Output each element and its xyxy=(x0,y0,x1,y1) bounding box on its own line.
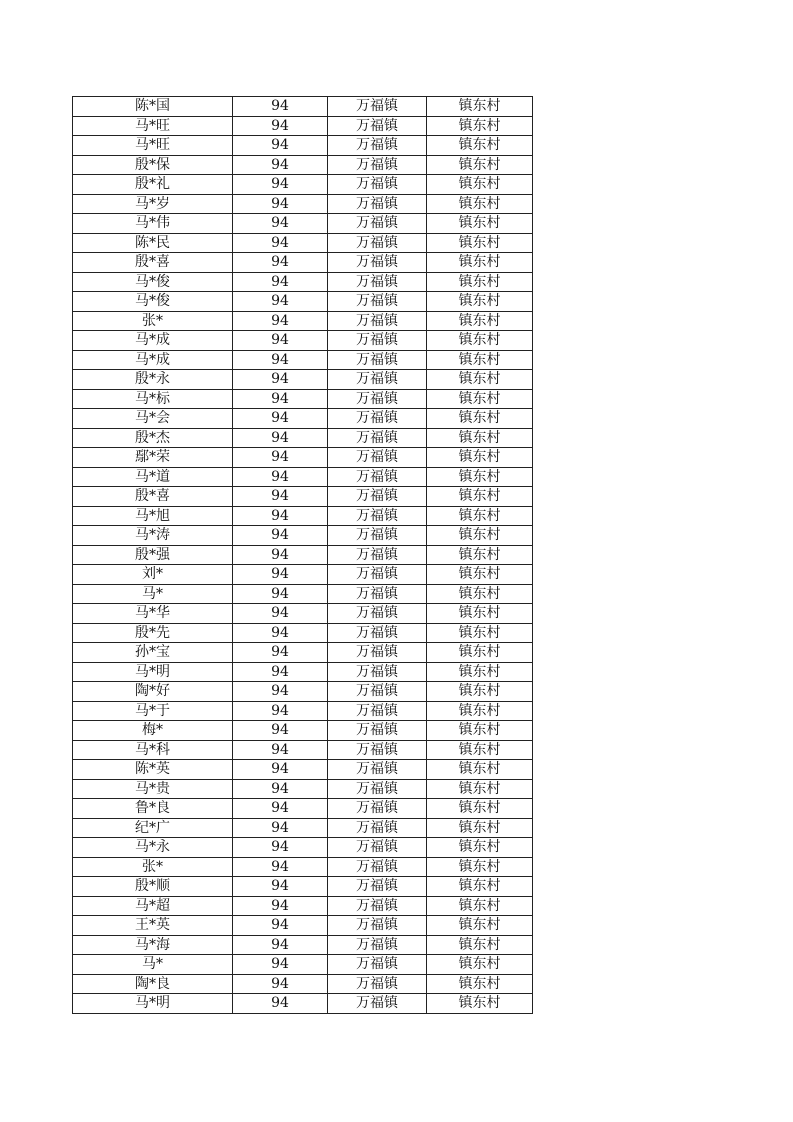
name-cell: 孙*宝 xyxy=(73,643,233,663)
table-row xyxy=(73,350,533,370)
town-cell: 万福镇 xyxy=(328,526,427,546)
town-cell: 万福镇 xyxy=(328,292,427,312)
count-cell: 94 xyxy=(233,428,328,448)
table-row xyxy=(73,877,533,897)
table-row xyxy=(73,253,533,273)
village-cell: 镇东村 xyxy=(427,409,533,429)
village-cell: 镇东村 xyxy=(427,565,533,585)
town-cell: 万福镇 xyxy=(328,116,427,136)
name-cell: 马*旺 xyxy=(73,116,233,136)
count-cell: 94 xyxy=(233,214,328,234)
table-row xyxy=(73,272,533,292)
count-cell: 94 xyxy=(233,331,328,351)
table-row xyxy=(73,116,533,136)
name-cell: 马*会 xyxy=(73,409,233,429)
table-row xyxy=(73,526,533,546)
count-cell: 94 xyxy=(233,682,328,702)
name-cell: 殷*礼 xyxy=(73,175,233,195)
table-row xyxy=(73,136,533,156)
name-cell: 马*涛 xyxy=(73,526,233,546)
village-cell: 镇东村 xyxy=(427,857,533,877)
village-cell: 镇东村 xyxy=(427,545,533,565)
table-row xyxy=(73,643,533,663)
town-cell: 万福镇 xyxy=(328,877,427,897)
town-cell: 万福镇 xyxy=(328,955,427,975)
village-cell: 镇东村 xyxy=(427,526,533,546)
village-cell: 镇东村 xyxy=(427,214,533,234)
town-cell: 万福镇 xyxy=(328,643,427,663)
count-cell: 94 xyxy=(233,409,328,429)
village-cell: 镇东村 xyxy=(427,584,533,604)
town-cell: 万福镇 xyxy=(328,584,427,604)
table-row xyxy=(73,448,533,468)
count-cell: 94 xyxy=(233,838,328,858)
count-cell: 94 xyxy=(233,253,328,273)
village-cell: 镇东村 xyxy=(427,155,533,175)
town-cell: 万福镇 xyxy=(328,565,427,585)
village-cell: 镇东村 xyxy=(427,662,533,682)
town-cell: 万福镇 xyxy=(328,350,427,370)
village-cell: 镇东村 xyxy=(427,916,533,936)
table-row xyxy=(73,721,533,741)
count-cell: 94 xyxy=(233,194,328,214)
town-cell: 万福镇 xyxy=(328,779,427,799)
town-cell: 万福镇 xyxy=(328,682,427,702)
village-cell: 镇东村 xyxy=(427,370,533,390)
village-cell: 镇东村 xyxy=(427,350,533,370)
count-cell: 94 xyxy=(233,389,328,409)
village-cell: 镇东村 xyxy=(427,604,533,624)
table-row xyxy=(73,994,533,1014)
count-cell: 94 xyxy=(233,97,328,117)
town-cell: 万福镇 xyxy=(328,448,427,468)
name-cell: 马*成 xyxy=(73,331,233,351)
name-cell: 陈*民 xyxy=(73,233,233,253)
name-cell: 马*俊 xyxy=(73,272,233,292)
town-cell: 万福镇 xyxy=(328,721,427,741)
table-row xyxy=(73,467,533,487)
name-cell: 殷*永 xyxy=(73,370,233,390)
town-cell: 万福镇 xyxy=(328,623,427,643)
town-cell: 万福镇 xyxy=(328,974,427,994)
name-cell: 梅* xyxy=(73,721,233,741)
village-cell: 镇东村 xyxy=(427,272,533,292)
name-cell: 马* xyxy=(73,584,233,604)
count-cell: 94 xyxy=(233,643,328,663)
name-cell: 马*贵 xyxy=(73,779,233,799)
table-row xyxy=(73,779,533,799)
count-cell: 94 xyxy=(233,955,328,975)
count-cell: 94 xyxy=(233,760,328,780)
village-cell: 镇东村 xyxy=(427,253,533,273)
name-cell: 马*伟 xyxy=(73,214,233,234)
town-cell: 万福镇 xyxy=(328,194,427,214)
count-cell: 94 xyxy=(233,584,328,604)
village-cell: 镇东村 xyxy=(427,97,533,117)
count-cell: 94 xyxy=(233,565,328,585)
table-row xyxy=(73,584,533,604)
name-cell: 马* xyxy=(73,955,233,975)
village-cell: 镇东村 xyxy=(427,487,533,507)
count-cell: 94 xyxy=(233,292,328,312)
count-cell: 94 xyxy=(233,136,328,156)
town-cell: 万福镇 xyxy=(328,857,427,877)
town-cell: 万福镇 xyxy=(328,760,427,780)
table-row xyxy=(73,974,533,994)
village-cell: 镇东村 xyxy=(427,233,533,253)
village-cell: 镇东村 xyxy=(427,116,533,136)
village-cell: 镇东村 xyxy=(427,935,533,955)
town-cell: 万福镇 xyxy=(328,214,427,234)
town-cell: 万福镇 xyxy=(328,487,427,507)
village-cell: 镇东村 xyxy=(427,779,533,799)
village-cell: 镇东村 xyxy=(427,760,533,780)
village-cell: 镇东村 xyxy=(427,136,533,156)
town-cell: 万福镇 xyxy=(328,662,427,682)
name-cell: 纪*广 xyxy=(73,818,233,838)
village-cell: 镇东村 xyxy=(427,448,533,468)
name-cell: 殷*先 xyxy=(73,623,233,643)
village-cell: 镇东村 xyxy=(427,428,533,448)
town-cell: 万福镇 xyxy=(328,838,427,858)
table-row xyxy=(73,760,533,780)
count-cell: 94 xyxy=(233,175,328,195)
count-cell: 94 xyxy=(233,877,328,897)
table-row xyxy=(73,955,533,975)
table-row xyxy=(73,389,533,409)
table-row xyxy=(73,292,533,312)
table-row xyxy=(73,428,533,448)
table-row xyxy=(73,799,533,819)
table-row xyxy=(73,701,533,721)
town-cell: 万福镇 xyxy=(328,97,427,117)
table-row xyxy=(73,682,533,702)
table-row xyxy=(73,916,533,936)
table-row xyxy=(73,409,533,429)
town-cell: 万福镇 xyxy=(328,994,427,1014)
town-cell: 万福镇 xyxy=(328,409,427,429)
town-cell: 万福镇 xyxy=(328,701,427,721)
count-cell: 94 xyxy=(233,272,328,292)
town-cell: 万福镇 xyxy=(328,604,427,624)
name-cell: 殷*顺 xyxy=(73,877,233,897)
table-row xyxy=(73,175,533,195)
village-cell: 镇东村 xyxy=(427,955,533,975)
name-cell: 马*俊 xyxy=(73,292,233,312)
name-cell: 陈*英 xyxy=(73,760,233,780)
count-cell: 94 xyxy=(233,467,328,487)
town-cell: 万福镇 xyxy=(328,818,427,838)
count-cell: 94 xyxy=(233,935,328,955)
table-row xyxy=(73,155,533,175)
count-cell: 94 xyxy=(233,545,328,565)
village-cell: 镇东村 xyxy=(427,877,533,897)
town-cell: 万福镇 xyxy=(328,370,427,390)
count-cell: 94 xyxy=(233,740,328,760)
table-row xyxy=(73,331,533,351)
name-cell: 殷*强 xyxy=(73,545,233,565)
name-cell: 马*超 xyxy=(73,896,233,916)
name-cell: 马*明 xyxy=(73,662,233,682)
table-row xyxy=(73,623,533,643)
town-cell: 万福镇 xyxy=(328,272,427,292)
name-cell: 刘* xyxy=(73,565,233,585)
name-cell: 马*永 xyxy=(73,838,233,858)
count-cell: 94 xyxy=(233,155,328,175)
table-row xyxy=(73,935,533,955)
town-cell: 万福镇 xyxy=(328,175,427,195)
town-cell: 万福镇 xyxy=(328,896,427,916)
village-cell: 镇东村 xyxy=(427,721,533,741)
town-cell: 万福镇 xyxy=(328,740,427,760)
count-cell: 94 xyxy=(233,311,328,331)
count-cell: 94 xyxy=(233,623,328,643)
village-cell: 镇东村 xyxy=(427,994,533,1014)
name-cell: 陈*国 xyxy=(73,97,233,117)
count-cell: 94 xyxy=(233,916,328,936)
name-cell: 陶*良 xyxy=(73,974,233,994)
town-cell: 万福镇 xyxy=(328,331,427,351)
village-cell: 镇东村 xyxy=(427,175,533,195)
count-cell: 94 xyxy=(233,448,328,468)
count-cell: 94 xyxy=(233,721,328,741)
table-row xyxy=(73,194,533,214)
town-cell: 万福镇 xyxy=(328,155,427,175)
village-cell: 镇东村 xyxy=(427,292,533,312)
town-cell: 万福镇 xyxy=(328,467,427,487)
count-cell: 94 xyxy=(233,116,328,136)
village-cell: 镇东村 xyxy=(427,311,533,331)
count-cell: 94 xyxy=(233,662,328,682)
town-cell: 万福镇 xyxy=(328,935,427,955)
village-cell: 镇东村 xyxy=(427,331,533,351)
count-cell: 94 xyxy=(233,487,328,507)
name-cell: 马*科 xyxy=(73,740,233,760)
village-cell: 镇东村 xyxy=(427,818,533,838)
name-cell: 马*华 xyxy=(73,604,233,624)
table-row xyxy=(73,662,533,682)
table-row xyxy=(73,818,533,838)
table-row xyxy=(73,838,533,858)
name-cell: 张* xyxy=(73,311,233,331)
town-cell: 万福镇 xyxy=(328,389,427,409)
village-cell: 镇东村 xyxy=(427,701,533,721)
name-cell: 殷*喜 xyxy=(73,253,233,273)
name-cell: 马*岁 xyxy=(73,194,233,214)
name-cell: 王*英 xyxy=(73,916,233,936)
count-cell: 94 xyxy=(233,604,328,624)
name-cell: 马*成 xyxy=(73,350,233,370)
count-cell: 94 xyxy=(233,896,328,916)
count-cell: 94 xyxy=(233,701,328,721)
table-row xyxy=(73,857,533,877)
village-cell: 镇东村 xyxy=(427,682,533,702)
table-row xyxy=(73,311,533,331)
town-cell: 万福镇 xyxy=(328,311,427,331)
table-row xyxy=(73,214,533,234)
village-cell: 镇东村 xyxy=(427,623,533,643)
table-row xyxy=(73,565,533,585)
count-cell: 94 xyxy=(233,857,328,877)
table-row xyxy=(73,506,533,526)
table-row xyxy=(73,896,533,916)
name-cell: 殷*保 xyxy=(73,155,233,175)
village-cell: 镇东村 xyxy=(427,974,533,994)
name-cell: 马*于 xyxy=(73,701,233,721)
town-cell: 万福镇 xyxy=(328,233,427,253)
village-cell: 镇东村 xyxy=(427,740,533,760)
town-cell: 万福镇 xyxy=(328,545,427,565)
count-cell: 94 xyxy=(233,350,328,370)
village-cell: 镇东村 xyxy=(427,838,533,858)
name-cell: 鄢*荣 xyxy=(73,448,233,468)
table-row xyxy=(73,233,533,253)
name-cell: 马*明 xyxy=(73,994,233,1014)
count-cell: 94 xyxy=(233,994,328,1014)
name-cell: 马*标 xyxy=(73,389,233,409)
name-cell: 马*道 xyxy=(73,467,233,487)
count-cell: 94 xyxy=(233,799,328,819)
village-cell: 镇东村 xyxy=(427,389,533,409)
name-cell: 马*海 xyxy=(73,935,233,955)
town-cell: 万福镇 xyxy=(328,506,427,526)
table-row xyxy=(73,487,533,507)
name-cell: 张* xyxy=(73,857,233,877)
town-cell: 万福镇 xyxy=(328,428,427,448)
table-row xyxy=(73,97,533,117)
town-cell: 万福镇 xyxy=(328,916,427,936)
village-cell: 镇东村 xyxy=(427,467,533,487)
count-cell: 94 xyxy=(233,526,328,546)
name-cell: 马*旺 xyxy=(73,136,233,156)
village-cell: 镇东村 xyxy=(427,799,533,819)
table-row xyxy=(73,545,533,565)
village-cell: 镇东村 xyxy=(427,506,533,526)
name-cell: 马*旭 xyxy=(73,506,233,526)
village-cell: 镇东村 xyxy=(427,643,533,663)
name-cell: 殷*杰 xyxy=(73,428,233,448)
table-row xyxy=(73,740,533,760)
name-cell: 鲁*良 xyxy=(73,799,233,819)
name-cell: 殷*喜 xyxy=(73,487,233,507)
count-cell: 94 xyxy=(233,974,328,994)
village-cell: 镇东村 xyxy=(427,896,533,916)
count-cell: 94 xyxy=(233,818,328,838)
table-row xyxy=(73,604,533,624)
town-cell: 万福镇 xyxy=(328,136,427,156)
count-cell: 94 xyxy=(233,233,328,253)
roster-table xyxy=(72,96,533,1014)
town-cell: 万福镇 xyxy=(328,799,427,819)
village-cell: 镇东村 xyxy=(427,194,533,214)
name-cell: 陶*好 xyxy=(73,682,233,702)
town-cell: 万福镇 xyxy=(328,253,427,273)
table-row xyxy=(73,370,533,390)
count-cell: 94 xyxy=(233,779,328,799)
count-cell: 94 xyxy=(233,370,328,390)
count-cell: 94 xyxy=(233,506,328,526)
roster-table-body xyxy=(73,97,533,1014)
